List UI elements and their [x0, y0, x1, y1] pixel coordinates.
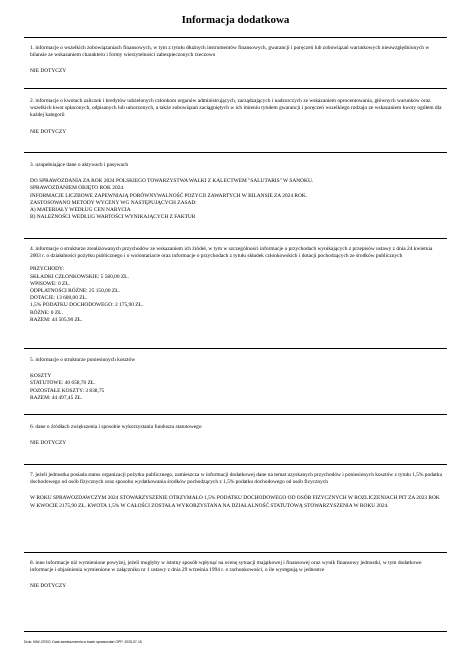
section-question: 8. inne informacje niż wymienione powyżej, jeżeli mogłyby w istotny sposób wpłynąć na ocenę sytuacji majątkowej i finansowej oraz wynik finansowy jednostki, w tym dodatkowe informacje i objaśnienia wymienione w załączniku nr 1 ustawy z dnia 29 września 1994 r. o rachunkowości, o ile występują w jednostce	[30, 560, 422, 574]
footer-note: Druk: NIW-CRSO, Data zamieszczenia w bazie sprawozdań OPP: 2025-07-15	[24, 640, 142, 644]
section-divider	[24, 631, 447, 632]
answer-line: A) MATERIAŁY WEDŁUG CEN NABYCIA	[30, 207, 131, 214]
section-7	[30, 472, 443, 510]
answer-line: PRZYCHODY:	[30, 266, 64, 273]
section-3	[30, 162, 443, 221]
answer-line: WPISOWE: 0 ZŁ.	[30, 280, 70, 287]
section-answer: NIE DOTYCZY	[30, 68, 67, 75]
section-divider	[24, 414, 447, 415]
answer-line: DO SPRAWOZDANIA ZA ROK 2024 POLSKIEGO TOWARZYSTWA WALKI Z KALECTWEM "SALUTARIS" W SANOKU.	[30, 178, 314, 185]
document-title: Informacja dodatkowa	[181, 14, 290, 26]
answer-line: RAZEM: 44 497,45 ZŁ.	[30, 394, 83, 401]
answer-line: ODPŁATNOŚCI RÓŻNE: 25 150,00 ZŁ.	[30, 288, 120, 295]
section-6	[30, 424, 443, 447]
section-divider	[24, 348, 447, 349]
answer-line: 1,5% PODATKU DOCHODOWEGO: 2 175,90 ZŁ.	[30, 302, 144, 309]
section-divider	[24, 152, 447, 153]
section-question: 2. informacje o kwotach zaliczek i kredytów udzielonych członkom organów administrujących, zarządzających i nadzorczych ze wskazaniem oprocentowania, głównych warunków oraz wszelkich kwot spłaconych, odpisanych lub umorzonych, a także zobowiązań zaciągniętych w ich imieniu tytułem gwarancji i poręczeń wszelkiego rodzaju ze wskazaniem kwoty ogółem dla każdej kategorii	[30, 98, 442, 119]
answer-line: KOSZTY	[30, 373, 52, 380]
answer-line: STATUTOWE: 40 658,70 ZŁ.	[30, 380, 96, 387]
answer-line: RÓŻNE: 0 ZŁ.	[30, 309, 63, 316]
section-divider	[24, 552, 447, 553]
answer-line: POZOSTAŁE KOSZTY: 3 838,75	[30, 387, 105, 394]
section-answer: NIE DOTYCZY	[30, 128, 67, 135]
answer-line: INFORMACJE LICZBOWE ZAPEWNIAJĄ PORÓWNYWALNOŚĆ POZYCJI ZAWARTYCH W BILANSIE ZA 2024 ROK.	[30, 192, 308, 199]
section-4	[30, 246, 443, 324]
section-answer: NIE DOTYCZY	[30, 440, 67, 447]
section-1	[30, 45, 443, 76]
section-question: 7. jeżeli jednostka posiada status organizacji pożytku publicznego, zamieszcza w informacji dodatkowej dane na temat uzyskanych przychodów i poniesionych kosztów z tytułu 1,5% podatku dochodowego od osób fizycznych oraz sposobu wydatkowania środków pochodzących z 1,5% podatku dochodowego od osób fizycznych	[30, 472, 443, 486]
answer-line: RAZEM: 44 505,90 ZŁ.	[30, 316, 83, 323]
section-divider	[24, 37, 447, 38]
section-question: 1. informacje o wszelkich zobowiązaniach finansowych, w tym z tytułu dłużnych instrumentów finansowych, gwarancji i poręczeń lub zobowiązań warunkowych nieuwzględnionych w bilansie ze wskazaniem charakteru i formy wierzytelności zabezpieczonych rzeczowo	[30, 45, 430, 59]
section-question: 6. dane o źródłach zwiększenia i sposobie wykorzystania funduszu statutowego	[30, 424, 202, 430]
section-answer: NIE DOTYCZY	[30, 583, 67, 590]
answer-line: SKŁADKI CZŁONKOWSKIE: 5 580,00 ZŁ.	[30, 273, 129, 280]
answer-line: ZASTOSOWANO METODY WYCENY WG NASTĘPUJĄCYCH ZASAD:	[30, 199, 197, 206]
section-question: 4. informacje o strukturze zrealizowanych przychodów ze wskazaniem ich źródeł, w tym w szczególności informacje o przychodach wynikających z przepisów ustawy z dnia 24 kwietnia 2003 r. o działalności pożytku publicznego i o wolontariacie oraz informacje o przychodach z tytułu składek członkowskich i dotacji pochodzących ze środków publicznych	[30, 246, 433, 260]
answer-line: SPRAWOZDANIEM OBJĘTO ROK 2024.	[30, 185, 125, 192]
answer-line: DOTACJE: 13 600,00 ZŁ.	[30, 295, 88, 302]
section-divider	[24, 464, 447, 465]
answer-line: B) NALEŻNOŚCI WEDŁUG WARTOŚCI WYNIKAJĄCYCH Z FAKTUR	[30, 214, 196, 221]
section-question: 5. informacje o strukturze poniesionych kosztów	[30, 357, 136, 363]
section-5	[30, 357, 443, 402]
section-divider	[24, 238, 447, 239]
section-answer: W ROKU SPRAWOZDAWCZYM 2024 STOWARZYSZENIE OTRZYMAŁO 1,5% PODATKU DOCHODOWEGO OD OSÓB FIZYCZNYCH W ROZLICZENIACH PIT ZA 2023 ROK W KWOCIE 2175,90 ZŁ. KWOTA 1,5% W CAŁOŚCI ZOSTAŁA WYKORZYSTANA NA DZIAŁALNOŚĆ STATUTOWĄ STOWARZYSZENIA W ROKU 2024.	[30, 495, 440, 509]
section-question: 3. uzupełniające dane o aktywach i pasywach	[30, 162, 129, 168]
section-2	[30, 98, 443, 136]
section-divider	[24, 88, 447, 89]
section-8	[30, 560, 443, 591]
